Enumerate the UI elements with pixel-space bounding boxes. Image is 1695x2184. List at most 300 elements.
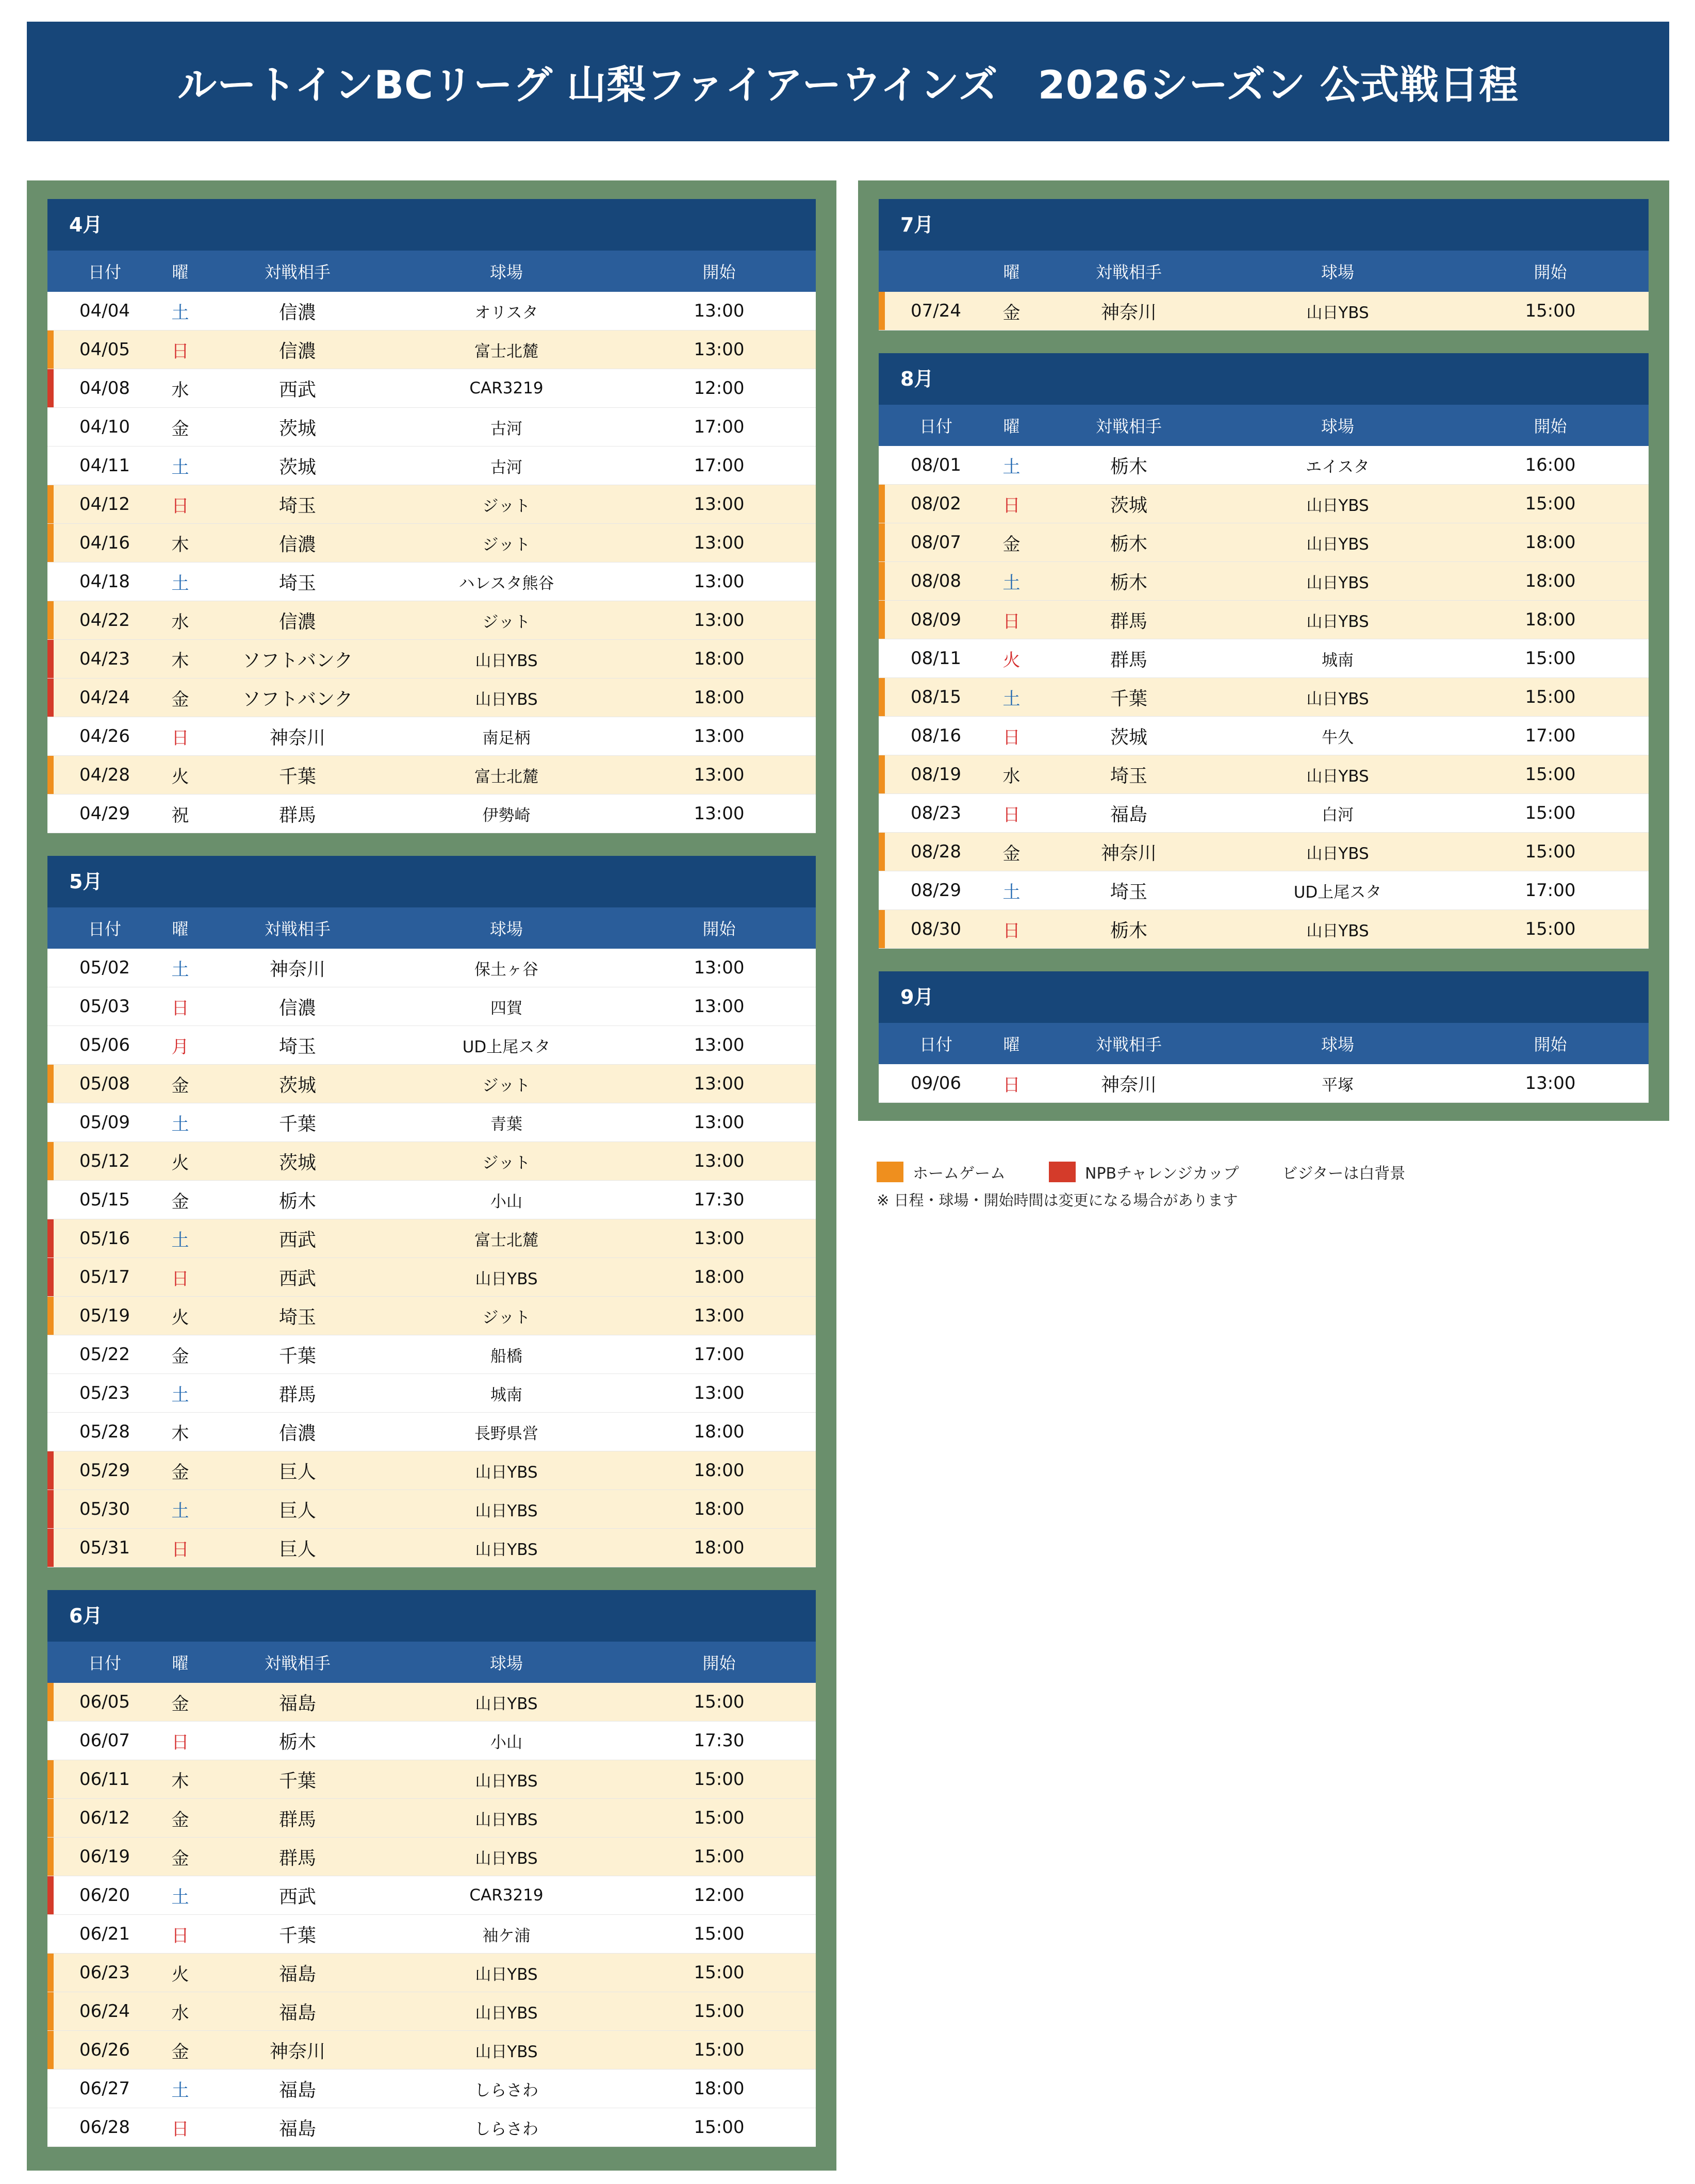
table-row xyxy=(47,1683,816,1722)
game-opponent: 群馬 xyxy=(1110,610,1147,632)
game-start: 17:00 xyxy=(1525,725,1576,746)
game-day: 土 xyxy=(171,1887,189,1908)
table-row xyxy=(47,1258,816,1297)
table-row xyxy=(879,717,1649,755)
game-type-marker xyxy=(879,755,885,793)
column-header-venue: 球場 xyxy=(1321,417,1354,436)
game-date: 04/29 xyxy=(79,803,130,824)
game-start: 15:00 xyxy=(1525,648,1576,669)
game-start: 15:00 xyxy=(1525,301,1576,321)
legend-npb-label: NPBチャレンジカップ xyxy=(1085,1165,1239,1183)
game-opponent: 群馬 xyxy=(278,1847,316,1869)
game-type-marker xyxy=(879,678,885,716)
column-header-row xyxy=(47,1642,816,1683)
table-row xyxy=(47,1915,816,1954)
game-start: 18:00 xyxy=(1525,609,1576,630)
game-day: 日 xyxy=(1002,920,1021,941)
schedule-column-right xyxy=(858,180,1669,1121)
game-venue: 古河 xyxy=(490,458,522,477)
game-start: 15:00 xyxy=(694,1962,745,1983)
legend-home-label: ホームゲーム xyxy=(913,1165,1006,1183)
game-day: 土 xyxy=(171,1114,189,1135)
game-venue: 山日YBS xyxy=(475,1965,538,1984)
game-day: 日 xyxy=(1002,804,1021,825)
game-venue: 山日YBS xyxy=(1306,303,1369,322)
game-type-marker xyxy=(47,1451,54,1490)
column-header-opponent: 対戦相手 xyxy=(264,919,331,939)
game-venue: しらさわ xyxy=(474,2081,538,2100)
game-opponent: 信濃 xyxy=(278,340,316,362)
game-venue: 富士北麓 xyxy=(474,1231,538,1250)
game-date: 07/24 xyxy=(911,301,961,321)
game-day: 火 xyxy=(171,1964,189,1985)
game-venue: 山日YBS xyxy=(1306,767,1369,786)
game-start: 15:00 xyxy=(1525,764,1576,785)
game-opponent: 西武 xyxy=(278,1886,316,1908)
game-opponent: ソフトバンク xyxy=(242,650,353,671)
game-day: 土 xyxy=(171,1500,189,1521)
game-opponent: 栃木 xyxy=(1110,572,1147,593)
game-day: 金 xyxy=(1002,843,1021,864)
game-day: 土 xyxy=(1002,572,1021,593)
game-start: 15:00 xyxy=(1525,493,1576,514)
game-opponent: 茨城 xyxy=(278,1152,316,1173)
column-header-day: 曜 xyxy=(172,1653,189,1673)
game-day: 土 xyxy=(171,2080,189,2101)
game-venue: 山日YBS xyxy=(1306,921,1369,940)
game-opponent: 埼玉 xyxy=(278,495,316,517)
game-start: 17:00 xyxy=(1525,880,1576,901)
game-date: 05/02 xyxy=(79,957,130,978)
game-start: 15:00 xyxy=(1525,919,1576,939)
game-opponent: 埼玉 xyxy=(278,572,316,594)
game-venue: UD上尾スタ xyxy=(462,1037,551,1056)
game-venue: 山日YBS xyxy=(475,690,538,709)
game-type-marker xyxy=(47,949,54,987)
month-block xyxy=(879,971,1649,1103)
game-venue: ジット xyxy=(482,1076,531,1095)
table-row xyxy=(47,1335,816,1374)
column-header-start: 開始 xyxy=(702,919,736,939)
game-opponent: 群馬 xyxy=(278,1384,316,1405)
game-venue: 船橋 xyxy=(490,1347,522,1366)
game-opponent: 群馬 xyxy=(1110,649,1147,671)
table-row xyxy=(879,755,1649,794)
game-opponent: 栃木 xyxy=(1110,920,1147,941)
game-opponent: 福島 xyxy=(278,2002,316,2024)
table-row xyxy=(879,639,1649,678)
game-opponent: 茨城 xyxy=(278,1074,316,1096)
game-opponent: 埼玉 xyxy=(1110,765,1147,787)
game-venue: 袖ケ浦 xyxy=(482,1926,531,1945)
table-row xyxy=(47,330,816,369)
game-day: 金 xyxy=(171,1848,189,1869)
table-row xyxy=(47,1992,816,2031)
game-opponent: 栃木 xyxy=(1110,456,1147,477)
game-type-marker xyxy=(879,601,885,639)
table-row xyxy=(879,678,1649,717)
game-start: 17:00 xyxy=(694,455,745,476)
game-day: 月 xyxy=(171,1036,189,1057)
game-type-marker xyxy=(47,1838,54,1876)
table-row xyxy=(47,1219,816,1258)
column-header-venue: 球場 xyxy=(1321,1035,1354,1054)
game-date: 05/29 xyxy=(79,1460,130,1481)
table-row xyxy=(47,679,816,717)
game-start: 13:00 xyxy=(694,339,745,360)
game-day: 日 xyxy=(171,2119,189,2140)
game-type-marker xyxy=(47,1490,54,1528)
column-header-start: 開始 xyxy=(702,1653,736,1673)
table-row xyxy=(47,1799,816,1838)
game-opponent: 茨城 xyxy=(278,456,316,478)
column-header-date: 日付 xyxy=(88,262,121,282)
game-opponent: 埼玉 xyxy=(278,1306,316,1328)
game-date: 05/31 xyxy=(79,1537,130,1558)
game-date: 08/09 xyxy=(911,609,961,630)
game-date: 06/19 xyxy=(79,1846,130,1867)
table-row xyxy=(47,640,816,679)
game-venue: エイスタ xyxy=(1306,457,1370,476)
game-day: 金 xyxy=(171,1693,189,1714)
game-date: 04/23 xyxy=(79,649,130,669)
game-start: 13:00 xyxy=(694,996,745,1017)
game-venue: 古河 xyxy=(490,419,522,438)
month-title: 6月 xyxy=(47,1590,816,1642)
month-title: 9月 xyxy=(879,971,1649,1023)
table-row xyxy=(47,1026,816,1065)
column-header-date: 日付 xyxy=(88,1653,121,1673)
game-date: 04/26 xyxy=(79,726,130,747)
table-row xyxy=(47,795,816,833)
legend-npb xyxy=(1049,1161,1239,1183)
game-date: 05/15 xyxy=(79,1189,130,1210)
game-venue: 長野県営 xyxy=(474,1424,538,1443)
table-row xyxy=(47,524,816,562)
table-row xyxy=(47,292,816,330)
column-header-opponent: 対戦相手 xyxy=(1095,417,1162,436)
game-opponent: 神奈川 xyxy=(1100,1074,1157,1096)
table-row xyxy=(879,871,1649,910)
column-header-row xyxy=(47,251,816,292)
column-header-venue: 球場 xyxy=(489,262,523,282)
game-venue: 小山 xyxy=(490,1192,522,1211)
game-type-marker xyxy=(879,910,885,948)
game-day: 土 xyxy=(171,959,189,980)
table-row xyxy=(879,833,1649,871)
game-type-marker xyxy=(879,292,885,330)
table-row xyxy=(47,717,816,756)
month-block xyxy=(47,856,816,1567)
game-type-marker xyxy=(47,640,54,678)
game-day: 水 xyxy=(1002,766,1021,787)
game-type-marker xyxy=(879,1064,885,1102)
game-venue: 城南 xyxy=(1322,651,1354,670)
game-start: 13:00 xyxy=(694,301,745,321)
game-opponent: 千葉 xyxy=(278,1925,316,1946)
game-date: 05/09 xyxy=(79,1112,130,1133)
game-day: 金 xyxy=(171,418,189,439)
game-day: 金 xyxy=(171,1462,189,1483)
game-venue: ジット xyxy=(482,535,531,554)
game-venue: 山日YBS xyxy=(475,2042,538,2061)
game-start: 13:00 xyxy=(694,1073,745,1094)
table-row xyxy=(879,446,1649,485)
table-row xyxy=(47,1490,816,1529)
game-type-marker xyxy=(47,1258,54,1296)
game-venue: 山日YBS xyxy=(1306,612,1369,631)
game-date: 05/23 xyxy=(79,1383,130,1403)
game-start: 15:00 xyxy=(694,1924,745,1944)
table-row xyxy=(879,562,1649,601)
game-venue: 山日YBS xyxy=(475,1772,538,1791)
table-row xyxy=(47,987,816,1026)
game-day: 木 xyxy=(171,650,189,671)
game-day: 金 xyxy=(1002,302,1021,323)
game-day: 火 xyxy=(1002,650,1021,671)
game-type-marker xyxy=(47,2108,54,2146)
table-row xyxy=(47,485,816,524)
game-opponent: 福島 xyxy=(278,2079,316,2101)
game-opponent: 神奈川 xyxy=(1100,842,1157,864)
column-header-opponent: 対戦相手 xyxy=(1095,262,1162,282)
game-venue: 山日YBS xyxy=(475,1810,538,1829)
column-header-opponent: 対戦相手 xyxy=(1095,1035,1162,1054)
game-date: 08/16 xyxy=(911,725,961,746)
game-start: 18:00 xyxy=(694,1499,745,1519)
legend-home xyxy=(877,1161,1006,1183)
table-row xyxy=(879,485,1649,523)
game-day: 日 xyxy=(171,727,189,749)
game-date: 08/01 xyxy=(911,455,961,475)
game-date: 08/15 xyxy=(911,687,961,707)
game-opponent: 神奈川 xyxy=(269,727,325,749)
game-venue: 四賀 xyxy=(490,999,522,1018)
game-start: 18:00 xyxy=(694,1421,745,1442)
game-opponent: 千葉 xyxy=(278,1770,316,1792)
game-day: 日 xyxy=(1002,1074,1021,1096)
game-day: 水 xyxy=(171,2003,189,2024)
game-day: 日 xyxy=(171,1539,189,1560)
game-type-marker xyxy=(47,1683,54,1721)
game-date: 05/22 xyxy=(79,1344,130,1365)
game-day: 土 xyxy=(171,457,189,478)
game-day: 水 xyxy=(171,379,189,401)
game-day: 木 xyxy=(171,534,189,555)
game-start: 13:00 xyxy=(694,1305,745,1326)
game-venue: 牛久 xyxy=(1322,728,1354,747)
game-date: 08/30 xyxy=(911,919,961,939)
month-title: 4月 xyxy=(47,199,816,251)
game-start: 15:00 xyxy=(694,2040,745,2060)
game-date: 06/28 xyxy=(79,2117,130,2138)
game-type-marker xyxy=(879,871,885,909)
column-header-date: 日付 xyxy=(919,417,952,436)
table-row xyxy=(879,601,1649,639)
table-row xyxy=(879,292,1649,330)
legend-visitor xyxy=(1282,1161,1405,1183)
game-date: 05/19 xyxy=(79,1305,130,1326)
game-type-marker xyxy=(47,2031,54,2069)
game-type-marker xyxy=(47,1026,54,1064)
game-day: 木 xyxy=(171,1771,189,1792)
game-date: 06/11 xyxy=(79,1769,130,1790)
game-type-marker xyxy=(47,1413,54,1451)
game-day: 日 xyxy=(171,341,189,362)
game-start: 13:00 xyxy=(694,803,745,824)
game-start: 18:00 xyxy=(694,1460,745,1481)
game-date: 06/07 xyxy=(79,1730,130,1751)
game-type-marker xyxy=(47,601,54,639)
game-date: 05/17 xyxy=(79,1267,130,1287)
month-block xyxy=(47,199,816,833)
game-opponent: 栃木 xyxy=(278,1731,316,1753)
game-venue: 山日YBS xyxy=(475,1694,538,1713)
schedule-column-left xyxy=(27,180,836,2171)
month-block xyxy=(47,1590,816,2147)
game-opponent: 信濃 xyxy=(278,302,316,323)
game-date: 06/05 xyxy=(79,1692,130,1712)
table-row xyxy=(47,1297,816,1335)
game-date: 05/30 xyxy=(79,1499,130,1519)
game-venue: 山日YBS xyxy=(1306,573,1369,592)
game-day: 日 xyxy=(171,1925,189,1946)
game-day: 火 xyxy=(171,766,189,787)
game-venue: 伊勢崎 xyxy=(482,806,531,825)
game-type-marker xyxy=(47,292,54,330)
game-opponent: 茨城 xyxy=(1110,726,1147,748)
game-type-marker xyxy=(47,562,54,601)
column-header-row xyxy=(879,251,1649,292)
page-title: ルートインBCリーグ 山梨ファイアーウインズ 2026シーズン 公式戦日程 xyxy=(27,22,1669,141)
game-venue: 白河 xyxy=(1322,805,1354,824)
game-start: 15:00 xyxy=(694,1769,745,1790)
game-type-marker xyxy=(879,446,885,484)
game-start: 13:00 xyxy=(694,610,745,631)
column-header-day: 曜 xyxy=(1003,262,1020,282)
game-start: 13:00 xyxy=(694,1112,745,1133)
column-header-date: 日付 xyxy=(88,919,121,939)
game-type-marker xyxy=(47,717,54,755)
game-venue: 山日YBS xyxy=(475,1540,538,1559)
column-header-row xyxy=(879,1023,1649,1064)
table-row xyxy=(47,1374,816,1413)
table-row xyxy=(47,756,816,795)
game-venue: 山日YBS xyxy=(1306,844,1369,863)
game-start: 18:00 xyxy=(694,1537,745,1558)
game-start: 15:00 xyxy=(1525,803,1576,823)
game-opponent: 巨人 xyxy=(278,1461,316,1483)
game-opponent: 埼玉 xyxy=(278,1036,316,1057)
game-date: 04/24 xyxy=(79,687,130,708)
game-date: 04/22 xyxy=(79,610,130,631)
game-venue: 山日YBS xyxy=(1306,496,1369,515)
column-header-day: 曜 xyxy=(1003,417,1020,436)
game-start: 13:00 xyxy=(694,533,745,553)
game-type-marker xyxy=(47,1799,54,1837)
game-day: 土 xyxy=(1002,882,1021,903)
table-row xyxy=(47,2108,816,2147)
game-start: 12:00 xyxy=(694,1885,745,1906)
game-venue: ジット xyxy=(482,497,531,516)
game-date: 08/29 xyxy=(911,880,961,901)
game-day: 水 xyxy=(171,611,189,633)
game-day: 金 xyxy=(1002,534,1021,555)
game-venue: ジット xyxy=(482,613,531,632)
table-row xyxy=(879,523,1649,562)
table-row xyxy=(47,2031,816,2070)
game-opponent: 西武 xyxy=(278,379,316,401)
game-venue: しらさわ xyxy=(474,2120,538,2139)
game-day: 日 xyxy=(171,1732,189,1753)
game-opponent: 千葉 xyxy=(278,766,316,787)
game-opponent: 信濃 xyxy=(278,611,316,633)
game-venue: ジット xyxy=(482,1308,531,1327)
game-date: 05/28 xyxy=(79,1421,130,1442)
table-row xyxy=(879,910,1649,949)
game-type-marker xyxy=(47,369,54,407)
table-row xyxy=(47,601,816,640)
table-row xyxy=(47,1838,816,1876)
game-start: 17:30 xyxy=(694,1730,745,1751)
game-type-marker xyxy=(47,1103,54,1141)
game-type-marker xyxy=(47,2070,54,2108)
game-opponent: 埼玉 xyxy=(1110,881,1147,903)
table-row xyxy=(47,1413,816,1451)
game-opponent: 千葉 xyxy=(1110,688,1147,709)
legend-note: ※ 日程・球場・開始時間は変更になる場合があります xyxy=(877,1192,1238,1209)
game-opponent: 信濃 xyxy=(278,534,316,555)
game-start: 15:00 xyxy=(694,1692,745,1712)
game-date: 04/04 xyxy=(79,301,130,321)
game-day: 日 xyxy=(1002,611,1021,632)
game-type-marker xyxy=(879,833,885,871)
game-start: 18:00 xyxy=(694,2078,745,2099)
game-opponent: 群馬 xyxy=(278,1809,316,1830)
game-date: 06/27 xyxy=(79,2078,130,2099)
table-row xyxy=(47,562,816,601)
game-opponent: 茨城 xyxy=(278,418,316,439)
game-venue: 山日YBS xyxy=(1306,535,1369,554)
game-date: 04/16 xyxy=(79,533,130,553)
game-date: 05/06 xyxy=(79,1035,130,1055)
game-date: 05/16 xyxy=(79,1228,130,1249)
game-type-marker xyxy=(47,1065,54,1103)
game-day: 火 xyxy=(171,1307,189,1328)
game-day: 日 xyxy=(1002,727,1021,748)
game-opponent: 神奈川 xyxy=(269,2041,325,2062)
game-opponent: 栃木 xyxy=(1110,533,1147,555)
game-type-marker xyxy=(879,523,885,561)
game-venue: 城南 xyxy=(490,1385,522,1404)
game-date: 05/03 xyxy=(79,996,130,1017)
game-date: 04/12 xyxy=(79,494,130,515)
game-start: 18:00 xyxy=(1525,571,1576,591)
game-type-marker xyxy=(47,1722,54,1760)
game-start: 15:00 xyxy=(694,1808,745,1828)
month-title: 7月 xyxy=(879,199,1649,251)
game-date: 06/24 xyxy=(79,2001,130,2022)
game-type-marker xyxy=(47,756,54,794)
game-type-marker xyxy=(879,717,885,755)
game-day: 金 xyxy=(171,1809,189,1830)
table-row xyxy=(47,1954,816,1992)
month-block xyxy=(879,199,1649,330)
game-opponent: 千葉 xyxy=(278,1345,316,1367)
game-venue: 山日YBS xyxy=(475,1849,538,1868)
column-header-start: 開始 xyxy=(702,262,736,282)
game-start: 15:00 xyxy=(1525,841,1576,862)
